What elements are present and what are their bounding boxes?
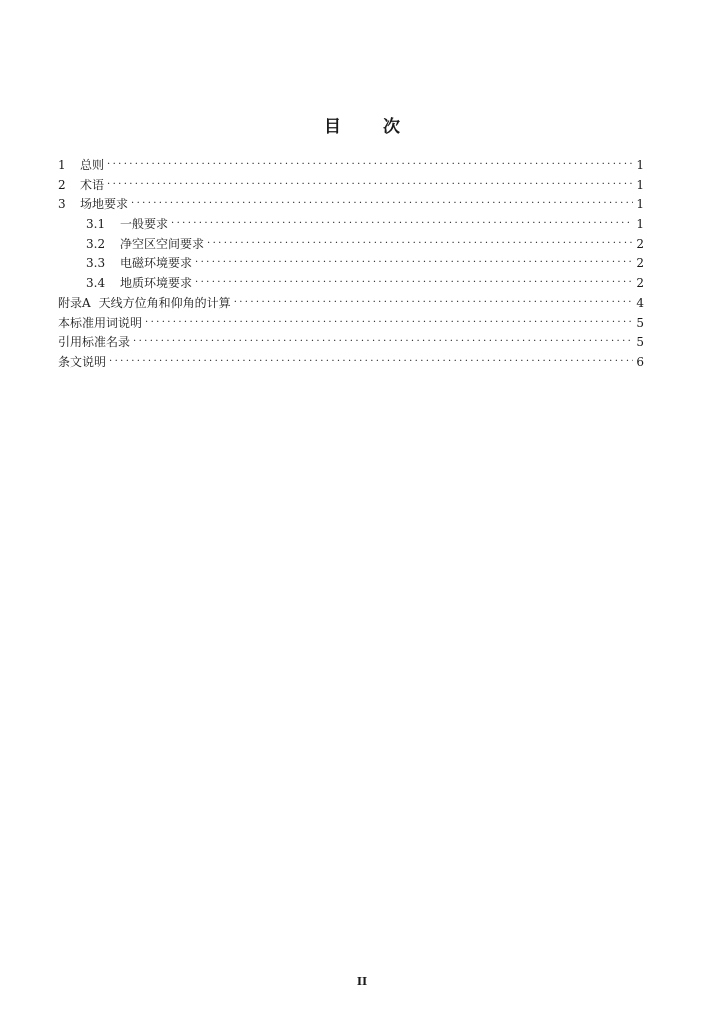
dot-leader bbox=[207, 236, 633, 248]
toc-entry-wording[interactable] bbox=[58, 314, 644, 334]
dot-leader bbox=[195, 275, 633, 287]
toc-page-number: 2 bbox=[636, 236, 644, 251]
toc-entry-terms[interactable] bbox=[58, 176, 644, 196]
toc-page-number: 2 bbox=[636, 256, 644, 271]
toc-number: 3.3 bbox=[86, 256, 106, 271]
toc-entry-general[interactable] bbox=[58, 156, 644, 176]
toc-page-number: 2 bbox=[636, 276, 644, 291]
toc-number: 3.1 bbox=[86, 217, 106, 232]
toc-label: 一般要求 bbox=[120, 217, 169, 232]
toc-entry-clearance-space[interactable] bbox=[58, 235, 644, 255]
dot-leader bbox=[171, 216, 633, 228]
toc-number: 3.4 bbox=[86, 276, 106, 291]
toc-label: 本标准用词说明 bbox=[58, 315, 143, 330]
dot-leader bbox=[133, 334, 633, 346]
toc-number: 附录A bbox=[58, 295, 91, 310]
toc-page-number: 1 bbox=[636, 158, 644, 172]
toc-label: 术语 bbox=[80, 177, 105, 192]
toc-number: 1 bbox=[58, 158, 66, 172]
toc-entry-site-requirements[interactable] bbox=[58, 195, 644, 215]
toc-page-number: 4 bbox=[636, 295, 644, 310]
toc-entry-explanation[interactable] bbox=[58, 353, 644, 373]
toc-entry-appendix-a[interactable] bbox=[58, 294, 644, 314]
toc-number: 2 bbox=[58, 177, 66, 192]
toc-page-number: 1 bbox=[636, 217, 644, 232]
toc-page-number: 5 bbox=[636, 335, 644, 350]
dot-leader bbox=[107, 177, 633, 189]
toc-page-number: 1 bbox=[636, 197, 644, 212]
toc-entry-general-requirements[interactable] bbox=[58, 215, 644, 235]
dot-leader bbox=[107, 157, 633, 169]
toc-page-number: 1 bbox=[636, 177, 644, 192]
page-title: 目 次 bbox=[324, 117, 418, 137]
dot-leader bbox=[145, 315, 633, 327]
toc-label: 地质环境要求 bbox=[120, 276, 193, 291]
toc-entry-referenced-standards[interactable] bbox=[58, 333, 644, 353]
toc-label: 净空区空间要求 bbox=[120, 236, 205, 251]
toc-entry-electromagnetic[interactable] bbox=[58, 254, 644, 274]
toc-label: 引用标准名录 bbox=[58, 335, 131, 350]
toc-number: 3.2 bbox=[86, 236, 106, 251]
toc-page-number: 5 bbox=[636, 315, 644, 330]
dot-leader bbox=[131, 196, 633, 208]
toc-label: 条文说明 bbox=[58, 354, 107, 369]
toc-label: 电磁环境要求 bbox=[120, 256, 193, 271]
toc-label: 场地要求 bbox=[80, 197, 129, 212]
toc-label: 天线方位角和仰角的计算 bbox=[98, 295, 231, 310]
footer-page-number: II bbox=[356, 975, 368, 988]
table-of-contents bbox=[58, 156, 644, 373]
toc-page-number: 6 bbox=[636, 354, 644, 369]
toc-number: 3 bbox=[58, 197, 66, 212]
dot-leader bbox=[234, 295, 633, 307]
toc-entry-geological[interactable] bbox=[58, 274, 644, 294]
dot-leader bbox=[109, 354, 633, 366]
dot-leader bbox=[195, 255, 633, 267]
toc-label: 总则 bbox=[80, 158, 105, 172]
